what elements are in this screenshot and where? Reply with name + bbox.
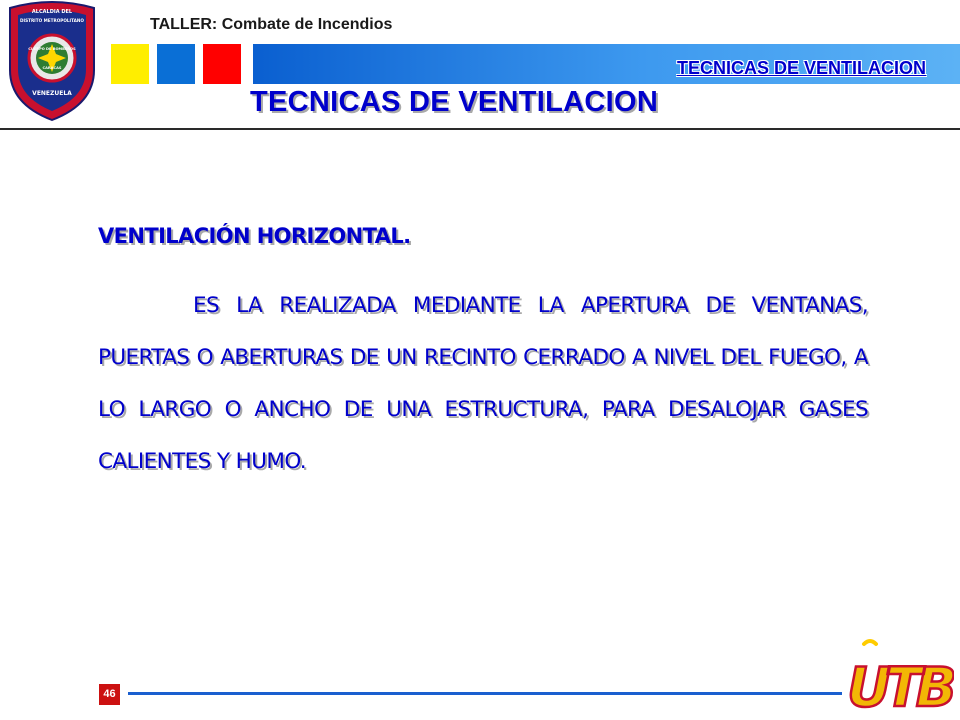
logo-top-text-1: ALCALDIA DEL (31, 9, 73, 15)
workshop-label: TALLER: Combate de Incendios (150, 16, 393, 33)
footer-divider (128, 692, 842, 695)
fire-department-shield-logo (4, 0, 100, 122)
body-paragraph: ES LA REALIZADA MEDIANTE LA APERTURA DE VENTANAS, PUERTAS O ABERTURAS DE UN RECINTO CERRADO A NIVEL DEL FUEGO, A LO LARGO O ANCHO DE UNA ESTRUCTURA, PARA DESALOJAR GASES CALIENTES Y HUMO. (98, 293, 868, 474)
logo-center-text-2: CARACAS (42, 66, 62, 70)
red-square (203, 44, 241, 84)
logo-top-text-2: DISTRITO METROPOLITANO (20, 18, 84, 23)
header-banner (253, 44, 960, 84)
section-subheading: VENTILACIÓN HORIZONTAL. (98, 224, 411, 248)
header-divider (0, 128, 960, 130)
utb-logo (844, 638, 954, 718)
page-number-badge: 46 (99, 684, 120, 705)
utb-logo-text: UTB (847, 656, 951, 718)
blue-square (157, 44, 195, 84)
logo-bottom-text: VENEZUELA (32, 90, 72, 97)
yellow-square (111, 44, 149, 84)
slide-title: TECNICAS DE VENTILACION (250, 86, 659, 118)
logo-center-text-1: CUERPO DE BOMBEROS (28, 47, 76, 51)
banner-title: TECNICAS DE VENTILACION (676, 58, 926, 78)
